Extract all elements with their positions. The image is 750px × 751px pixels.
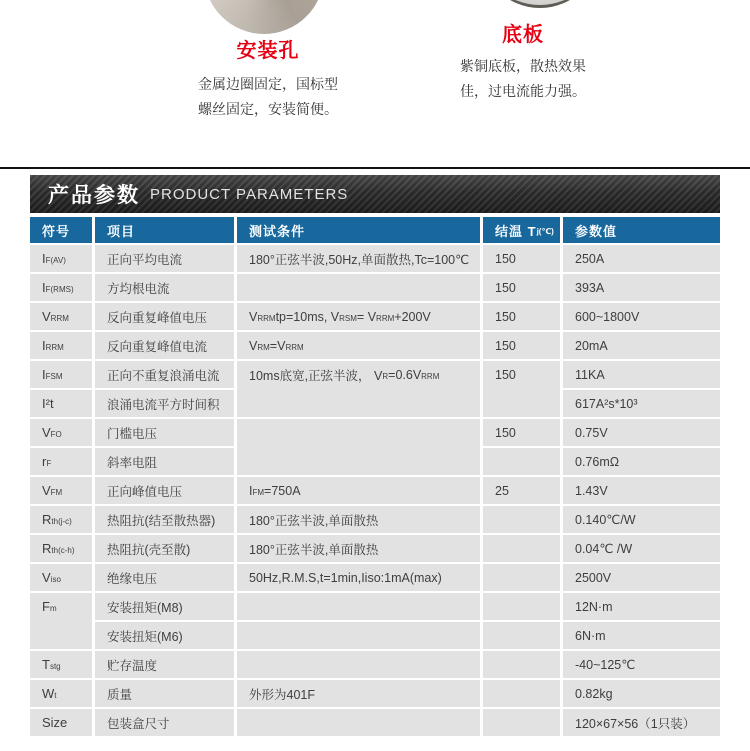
column-header: 项目 xyxy=(95,217,234,243)
cell-temp: 150 xyxy=(483,303,560,330)
section-divider-line xyxy=(0,167,750,169)
column-header: 参数值 xyxy=(563,217,720,243)
cell-temp: 25 xyxy=(483,477,560,504)
cell-test xyxy=(237,622,480,649)
cell-test: 180°正弦半波,50Hz,单面散热,Tc=100℃ xyxy=(237,245,480,272)
cell-temp xyxy=(483,535,560,562)
cell-temp xyxy=(483,622,560,649)
cell-sym: W $_t$ xyxy=(30,680,92,707)
cell-sym: I $_{F(AV)}$ xyxy=(30,245,92,272)
cell-temp xyxy=(483,709,560,736)
cell-temp xyxy=(483,390,560,417)
table-row xyxy=(30,332,720,359)
cell-item: 绝缘电压 xyxy=(95,564,234,591)
cell-test: V $_{RM}$ =V $_{RRM}$ xyxy=(237,332,480,359)
cell-item: 热阻抗(壳至散) xyxy=(95,535,234,562)
feature-desc-line: 金属边圈固定，国标型 xyxy=(198,76,338,92)
cell-val: 120×67×56（1只装） xyxy=(563,709,720,736)
cell-item: 热阻抗(结至散热器) xyxy=(95,506,234,533)
cell-val: 1.43V xyxy=(563,477,720,504)
table-row xyxy=(30,448,720,475)
cell-sym: T $_{stg}$ xyxy=(30,651,92,678)
cell-val: 0.76mΩ xyxy=(563,448,720,475)
table-row xyxy=(30,245,720,272)
cell-sym xyxy=(30,622,92,649)
cell-sym: V $_{RRM}$ xyxy=(30,303,92,330)
cell-val: 393A xyxy=(563,274,720,301)
table-row xyxy=(30,390,720,417)
cell-test xyxy=(237,274,480,301)
cell-val: 2500V xyxy=(563,564,720,591)
table-row xyxy=(30,535,720,562)
table-row xyxy=(30,622,720,649)
cell-item: 正向峰值电压 xyxy=(95,477,234,504)
cell-temp xyxy=(483,651,560,678)
cell-temp: 150 xyxy=(483,245,560,272)
cell-sym: R $_{th(j-c)}$ xyxy=(30,506,92,533)
cell-test: 10ms底宽,正弦半波， V $_R$ =0.6V $_{RRM}$ xyxy=(237,361,480,388)
cell-test: 外形为401F xyxy=(237,680,480,707)
cell-val: 11KA xyxy=(563,361,720,388)
table-row xyxy=(30,651,720,678)
cell-temp xyxy=(483,564,560,591)
cell-sym: R $_{th(c-h)}$ xyxy=(30,535,92,562)
base-plate-photo xyxy=(480,0,600,8)
cell-sym: I $_{RRM}$ xyxy=(30,332,92,359)
cell-val: -40~125℃ xyxy=(563,651,720,678)
cell-val: 6N·m xyxy=(563,622,720,649)
feature-desc-line: 螺丝固定，安装简便。 xyxy=(198,101,338,117)
cell-sym: I²t xyxy=(30,390,92,417)
cell-item: 正向不重复浪涌电流 xyxy=(95,361,234,388)
table-row xyxy=(30,274,720,301)
feature-desc-base-plate xyxy=(418,54,628,104)
feature-base-plate xyxy=(418,18,628,104)
column-header: 结温 T $_{j(℃)}$ xyxy=(483,217,560,243)
table-row xyxy=(30,564,720,591)
cell-item: 贮存温度 xyxy=(95,651,234,678)
cell-temp xyxy=(483,448,560,475)
cell-test: 180°正弦半波,单面散热 xyxy=(237,506,480,533)
cell-sym: Size xyxy=(30,709,92,736)
cell-test xyxy=(237,651,480,678)
cell-val: 600~1800V xyxy=(563,303,720,330)
cell-item: 门槛电压 xyxy=(95,419,234,446)
cell-sym: V $_{FO}$ xyxy=(30,419,92,446)
cell-temp: 150 xyxy=(483,361,560,388)
feature-title-base-plate: 底板 xyxy=(502,24,544,46)
cell-sym: V $_{iso}$ xyxy=(30,564,92,591)
cell-test xyxy=(237,448,480,475)
section-title-cn: 产品参数 xyxy=(48,184,140,207)
table-row xyxy=(30,419,720,446)
feature-desc-line: 佳，过电流能力强。 xyxy=(460,83,586,99)
table-row xyxy=(30,709,720,736)
cell-test: 50Hz,R.M.S,t=1min,Iiso:1mA(max) xyxy=(237,564,480,591)
mounting-hole-photo xyxy=(204,0,324,34)
cell-test xyxy=(237,709,480,736)
feature-desc-mounting-hole xyxy=(163,72,373,122)
table-row xyxy=(30,361,720,388)
cell-item: 反向重复峰值电压 xyxy=(95,303,234,330)
cell-temp xyxy=(483,593,560,620)
table-row xyxy=(30,680,720,707)
cell-test xyxy=(237,390,480,417)
column-header: 测试条件 xyxy=(237,217,480,243)
cell-item: 包装盒尺寸 xyxy=(95,709,234,736)
table-row xyxy=(30,303,720,330)
cell-sym: F $_m$ xyxy=(30,593,92,620)
parameters-table xyxy=(30,217,720,738)
cell-val: 12N·m xyxy=(563,593,720,620)
cell-test: V $_{RRM}$ tp=10ms, V $_{RSM}$ = V $_{RRM}$ +200V xyxy=(237,303,480,330)
cell-test: 180°正弦半波,单面散热 xyxy=(237,535,480,562)
cell-test: I $_{FM}$ =750A xyxy=(237,477,480,504)
cell-sym: I $_{F(RMS)}$ xyxy=(30,274,92,301)
cell-sym: r $_F$ xyxy=(30,448,92,475)
section-title-en: PRODUCT PARAMETERS xyxy=(150,185,349,203)
cell-item: 方均根电流 xyxy=(95,274,234,301)
cell-temp: 150 xyxy=(483,419,560,446)
cell-item: 安装扭矩(M6) xyxy=(95,622,234,649)
cell-item: 斜率电阻 xyxy=(95,448,234,475)
cell-temp xyxy=(483,680,560,707)
cell-item: 反向重复峰值电流 xyxy=(95,332,234,359)
cell-test xyxy=(237,593,480,620)
cell-temp xyxy=(483,506,560,533)
cell-item: 质量 xyxy=(95,680,234,707)
table-row xyxy=(30,477,720,504)
cell-val: 0.82kg xyxy=(563,680,720,707)
cell-test xyxy=(237,419,480,446)
cell-sym: V $_{FM}$ xyxy=(30,477,92,504)
cell-val: 20mA xyxy=(563,332,720,359)
table-row xyxy=(30,593,720,620)
cell-temp: 150 xyxy=(483,274,560,301)
cell-val: 617A²s*10³ xyxy=(563,390,720,417)
cell-item: 正向平均电流 xyxy=(95,245,234,272)
column-header: 符号 xyxy=(30,217,92,243)
table-header-row xyxy=(30,217,720,243)
feature-mounting-hole xyxy=(163,34,373,122)
table-row xyxy=(30,506,720,533)
cell-val: 0.04℃ /W xyxy=(563,535,720,562)
feature-title-mounting-hole: 安装孔 xyxy=(236,40,300,62)
feature-desc-line: 紫铜底板，散热效果 xyxy=(460,58,586,74)
cell-val: 250A xyxy=(563,245,720,272)
table-body xyxy=(30,245,720,736)
cell-val: 0.75V xyxy=(563,419,720,446)
section-header-bar xyxy=(30,175,720,213)
cell-temp: 150 xyxy=(483,332,560,359)
cell-item: 浪涌电流平方时间积 xyxy=(95,390,234,417)
cell-sym: I $_{FSM}$ xyxy=(30,361,92,388)
cell-item: 安装扭矩(M8) xyxy=(95,593,234,620)
cell-val: 0.140℃/W xyxy=(563,506,720,533)
